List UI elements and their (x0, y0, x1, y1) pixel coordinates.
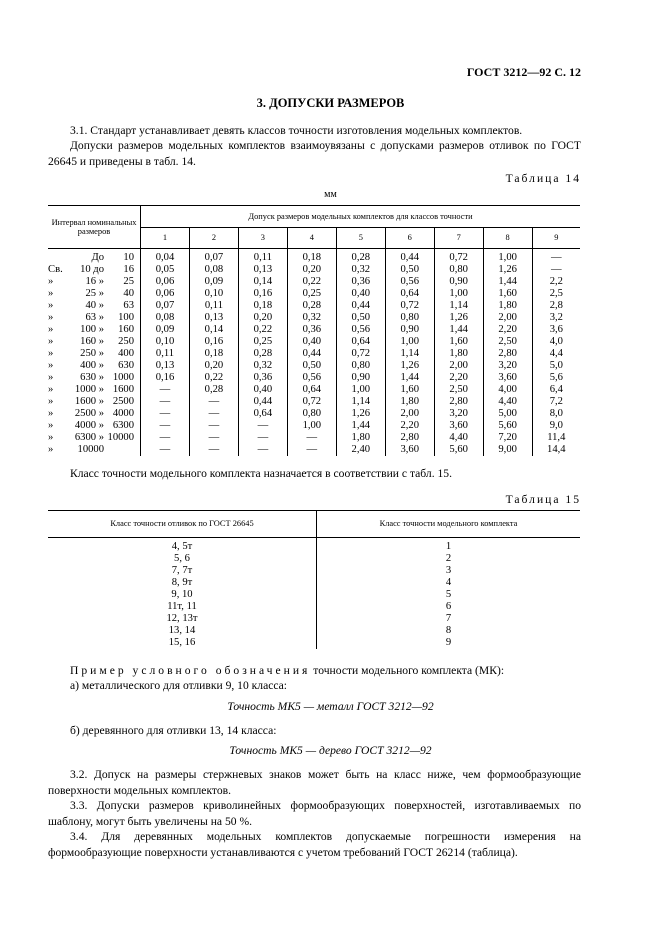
table14-class-header: 5 (336, 228, 385, 249)
tolerance-cell: 1,80 (434, 348, 483, 360)
tolerance-cell: 2,8 (532, 300, 580, 312)
table14-class-header: 6 (385, 228, 434, 249)
tolerance-cell: 3,60 (385, 444, 434, 456)
interval-prefix: » (48, 444, 54, 455)
tolerance-cell: — (141, 396, 190, 408)
tolerance-cell: 2,00 (434, 360, 483, 372)
tolerance-cell: 9,00 (483, 444, 532, 456)
model-class-cell: 4 (445, 577, 452, 588)
table-row (48, 444, 580, 456)
tolerance-cell: — (189, 408, 238, 420)
table-row (48, 432, 580, 444)
tolerance-cell: 0,13 (238, 264, 287, 276)
casting-class-cell: 13, 14 (48, 625, 317, 637)
interval-from: 10 до (80, 264, 104, 275)
tolerance-cell: 0,40 (238, 384, 287, 396)
tolerance-cell: — (189, 432, 238, 444)
casting-class-cell: 9, 10 (48, 589, 317, 601)
table-row (48, 601, 580, 613)
tolerance-cell: 0,80 (385, 312, 434, 324)
interval-to: 10 (123, 252, 134, 263)
tolerance-cell: 0,20 (238, 312, 287, 324)
interval-from: До (91, 252, 104, 263)
interval-to: 400 (118, 348, 134, 359)
tolerance-cell: 0,20 (189, 360, 238, 372)
tolerance-cell: 1,60 (483, 288, 532, 300)
tolerance-cell: 11,4 (532, 432, 580, 444)
tolerance-cell: 3,60 (483, 372, 532, 384)
example-label: Пример условного обозначения (70, 664, 311, 677)
casting-class-cell: 4, 5т (48, 538, 317, 554)
interval-from: 160 » (80, 336, 104, 347)
interval-cell (48, 300, 141, 312)
tolerance-cell: 0,06 (141, 276, 190, 288)
interval-cell (48, 324, 141, 336)
tolerance-cell: 0,50 (336, 312, 385, 324)
tolerance-cell: — (141, 444, 190, 456)
table14-class-header: 4 (287, 228, 336, 249)
tolerance-cell: 0,56 (385, 276, 434, 288)
example-heading (48, 663, 581, 679)
tolerance-cell: 0,22 (287, 276, 336, 288)
interval-to: 25 (123, 276, 134, 287)
interval-from: 400 » (80, 360, 104, 371)
casting-class-cell: 7, 7т (48, 565, 317, 577)
interval-cell (48, 288, 141, 300)
model-class-cell: 1 (445, 541, 452, 552)
interval-to: 40 (123, 288, 134, 299)
tolerance-cell: 1,44 (336, 420, 385, 432)
tolerance-cell: 0,20 (287, 264, 336, 276)
tolerance-cell: 0,16 (141, 372, 190, 384)
interval-prefix: Св. (48, 264, 63, 275)
tolerance-cell: — (238, 444, 287, 456)
tolerance-cell: 0,09 (141, 324, 190, 336)
tolerance-cell: 0,13 (141, 360, 190, 372)
model-class-cell: 5 (445, 589, 452, 600)
table14-unit: мм (324, 189, 337, 200)
casting-class-cell: 15, 16 (48, 637, 317, 649)
casting-class-cell: 11т, 11 (48, 601, 317, 613)
interval-cell (48, 336, 141, 348)
tolerance-cell: 1,00 (287, 420, 336, 432)
interval-from: 250 » (80, 348, 104, 359)
table15-col2-header: Класс точности модельного комплекта (317, 511, 581, 538)
tolerance-cell: 0,80 (336, 360, 385, 372)
tolerance-cell: 1,44 (483, 276, 532, 288)
tolerance-cell: 0,13 (189, 312, 238, 324)
table-row (48, 538, 580, 554)
tolerance-cell: 1,26 (336, 408, 385, 420)
tolerance-cell: 7,2 (532, 396, 580, 408)
table15-col1-header: Класс точности отливок по ГОСТ 26645 (48, 511, 317, 538)
table-row (48, 553, 580, 565)
model-class-cell: 7 (445, 613, 452, 624)
tolerance-cell: 0,64 (336, 336, 385, 348)
tolerance-cell: 2,20 (483, 324, 532, 336)
tolerance-cell: 2,00 (385, 408, 434, 420)
tolerance-cell: — (189, 444, 238, 456)
interval-to: 250 (118, 336, 134, 347)
tolerance-cell: — (532, 249, 580, 265)
table-row (48, 589, 580, 601)
tolerance-cell: 6,4 (532, 384, 580, 396)
tolerance-cell: 0,50 (287, 360, 336, 372)
casting-class-cell: 8, 9т (48, 577, 317, 589)
tolerance-cell: 1,60 (385, 384, 434, 396)
interval-to: 100 (118, 312, 134, 323)
model-class-cell: 6 (445, 601, 452, 612)
model-class-cell: 2 (445, 553, 452, 564)
tolerance-cell: 0,72 (287, 396, 336, 408)
tolerance-cell: 4,40 (483, 396, 532, 408)
interval-cell (48, 432, 141, 444)
table-15 (48, 510, 580, 649)
interval-cell (48, 420, 141, 432)
interval-prefix: » (48, 276, 54, 287)
tolerance-cell: 5,00 (483, 408, 532, 420)
table14-class-header: 9 (532, 228, 580, 249)
interval-to: 16 (123, 264, 134, 275)
table-row (48, 348, 580, 360)
tolerance-cell: 5,60 (434, 444, 483, 456)
interval-cell (48, 444, 141, 456)
tolerance-cell: 1,44 (434, 324, 483, 336)
tolerance-cell: 0,32 (287, 312, 336, 324)
tolerance-cell: 2,20 (385, 420, 434, 432)
tolerance-cell: 0,90 (336, 372, 385, 384)
table-row (48, 577, 580, 589)
table-row (48, 324, 580, 336)
tolerance-cell: 0,11 (141, 348, 190, 360)
paragraph-3-4: 3.4. Для деревянных модельных комплектов допускаемые погрешности измерения на формообразующие поверхности устанавливаются с учетом требований ГОСТ 26214 (таблица). (48, 830, 581, 859)
interval-cell (48, 276, 141, 288)
tolerance-cell: — (141, 384, 190, 396)
interval-to: 1000 (112, 372, 134, 383)
interval-cell (48, 360, 141, 372)
tolerance-cell: 0,56 (287, 372, 336, 384)
interval-prefix: » (48, 432, 54, 443)
tolerance-cell: 0,80 (287, 408, 336, 420)
interval-cell (48, 348, 141, 360)
tolerance-cell: 0,28 (238, 348, 287, 360)
tolerance-cell: 0,72 (434, 249, 483, 265)
interval-cell (48, 384, 141, 396)
tolerance-cell: 0,18 (287, 249, 336, 265)
paragraph-3-1-a: 3.1. Стандарт устанавливает девять классов точности изготовления модельных комплектов. (70, 124, 523, 137)
table-row (48, 312, 580, 324)
section-title: 3. ДОПУСКИ РАЗМЕРОВ (256, 96, 405, 110)
table-row (48, 420, 580, 432)
interval-cell (48, 372, 141, 384)
tolerance-cell: 1,00 (434, 288, 483, 300)
interval-cell (48, 264, 141, 276)
interval-from: 4000 » (74, 420, 104, 431)
tolerance-cell: 0,90 (385, 324, 434, 336)
tolerance-cell: 0,08 (189, 264, 238, 276)
table-row (48, 360, 580, 372)
tolerance-cell: 0,44 (385, 249, 434, 265)
tolerance-cell: 4,0 (532, 336, 580, 348)
tolerance-cell: 2,80 (385, 432, 434, 444)
tolerance-cell: 1,44 (385, 372, 434, 384)
tolerance-cell: 3,60 (434, 420, 483, 432)
page-header: ГОСТ 3212—92 С. 12 (466, 65, 581, 79)
tolerance-cell: 0,18 (238, 300, 287, 312)
tolerance-cell: 0,16 (238, 288, 287, 300)
model-class-cell: 3 (445, 565, 452, 576)
tolerance-cell: 0,44 (336, 300, 385, 312)
model-class-cell: 9 (445, 637, 452, 648)
tolerance-cell: 0,64 (287, 384, 336, 396)
tolerance-cell: — (189, 420, 238, 432)
tolerance-cell: 2,5 (532, 288, 580, 300)
interval-from: 40 » (85, 300, 104, 311)
tolerance-cell: 0,10 (189, 288, 238, 300)
example-rest: точности модельного комплекта (МК): (310, 664, 505, 677)
table-14 (48, 205, 580, 456)
interval-from: 2500 » (74, 408, 104, 419)
tolerance-cell: 0,08 (141, 312, 190, 324)
tolerance-cell: — (141, 420, 190, 432)
interval-prefix: » (48, 396, 54, 407)
tolerance-cell: 0,36 (287, 324, 336, 336)
interval-to: 6300 (112, 420, 134, 431)
table-row (48, 613, 580, 625)
tolerance-cell: 1,00 (385, 336, 434, 348)
table-row (48, 276, 580, 288)
casting-class-cell: 12, 13т (48, 613, 317, 625)
interval-to: 2500 (112, 396, 134, 407)
interval-from: 63 » (85, 312, 104, 323)
tolerance-cell: 0,44 (287, 348, 336, 360)
tolerance-cell: 0,28 (336, 249, 385, 265)
interval-from: 16 » (85, 276, 104, 287)
example-a-formula: Точность МК5 — металл ГОСТ 3212—92 (227, 700, 434, 713)
interval-cell (48, 249, 141, 265)
tolerance-cell: 0,16 (189, 336, 238, 348)
paragraph-3-2: 3.2. Допуск на размеры стержневых знаков может быть на класс ниже, чем формообразующие поверхности модельных комплектов. (48, 768, 581, 797)
interval-prefix: » (48, 360, 54, 371)
tolerance-cell: 2,40 (336, 444, 385, 456)
tolerance-cell: 0,64 (385, 288, 434, 300)
interval-cell (48, 408, 141, 420)
tolerance-cell: 1,00 (336, 384, 385, 396)
tolerance-cell: 5,6 (532, 372, 580, 384)
tolerance-cell: 1,14 (434, 300, 483, 312)
interval-from: 630 » (80, 372, 104, 383)
tolerance-cell: 0,04 (141, 249, 190, 265)
interval-from: 6300 » (74, 432, 104, 443)
interval-from: 25 » (85, 288, 104, 299)
tolerance-cell: — (532, 264, 580, 276)
table-row (48, 300, 580, 312)
tolerance-cell: 0,22 (238, 324, 287, 336)
tolerance-cell: 4,40 (434, 432, 483, 444)
tolerance-cell: 0,10 (141, 336, 190, 348)
table-row (48, 396, 580, 408)
paragraph-class-assignment: Класс точности модельного комплекта назначается в соответствии с табл. 15. (70, 467, 452, 480)
table-row (48, 408, 580, 420)
table14-group-header: Допуск размеров модельных комплектов для классов точности (141, 206, 581, 228)
tolerance-cell: — (238, 420, 287, 432)
tolerance-cell: — (287, 432, 336, 444)
tolerance-cell: 1,00 (483, 249, 532, 265)
tolerance-cell: 0,11 (189, 300, 238, 312)
table14-class-header: 3 (238, 228, 287, 249)
interval-prefix: » (48, 348, 54, 359)
tolerance-cell: 0,64 (238, 408, 287, 420)
example-b: б) деревянного для отливки 13, 14 класса: (70, 724, 277, 737)
table-row (48, 336, 580, 348)
tolerance-cell: 0,80 (434, 264, 483, 276)
interval-prefix: » (48, 336, 54, 347)
tolerance-cell: 3,20 (434, 408, 483, 420)
interval-to: 160 (118, 324, 134, 335)
tolerance-cell: 0,72 (336, 348, 385, 360)
tolerance-cell: 3,20 (483, 360, 532, 372)
tolerance-cell: 9,0 (532, 420, 580, 432)
tolerance-cell: 1,26 (483, 264, 532, 276)
interval-prefix: » (48, 312, 54, 323)
tolerance-cell: — (238, 432, 287, 444)
paragraph-3-3: 3.3. Допуски размеров криволинейных формообразующих поверхностей, изготавливаемых по шаблону, могут быть увеличены на 50 %. (48, 799, 581, 828)
tolerance-cell: 1,80 (385, 396, 434, 408)
tolerance-cell: 0,28 (287, 300, 336, 312)
tolerance-cell: 0,90 (434, 276, 483, 288)
tolerance-cell: 0,28 (189, 384, 238, 396)
tolerance-cell: 0,56 (336, 324, 385, 336)
table14-class-header: 7 (434, 228, 483, 249)
interval-from: 1600 » (74, 396, 104, 407)
tolerance-cell: 4,00 (483, 384, 532, 396)
tolerance-cell: 0,25 (287, 288, 336, 300)
tolerance-cell: — (141, 432, 190, 444)
tolerance-cell: 1,80 (336, 432, 385, 444)
tolerance-cell: 0,72 (385, 300, 434, 312)
table15-caption: Таблица 15 (505, 493, 581, 506)
tolerance-cell: 4,4 (532, 348, 580, 360)
tolerance-cell: 2,2 (532, 276, 580, 288)
tolerance-cell: 3,2 (532, 312, 580, 324)
tolerance-cell: 3,6 (532, 324, 580, 336)
tolerance-cell: 0,22 (189, 372, 238, 384)
tolerance-cell: 2,80 (434, 396, 483, 408)
tolerance-cell: 2,50 (434, 384, 483, 396)
example-a: а) металлического для отливки 9, 10 класса: (70, 679, 288, 692)
interval-to: 63 (123, 300, 134, 311)
table-row (48, 565, 580, 577)
table-row (48, 372, 580, 384)
tolerance-cell: 2,20 (434, 372, 483, 384)
tolerance-cell: — (287, 444, 336, 456)
tolerance-cell: 1,26 (434, 312, 483, 324)
interval-from: 100 » (80, 324, 104, 335)
interval-prefix: » (48, 408, 54, 419)
tolerance-cell: 2,00 (483, 312, 532, 324)
tolerance-cell: 0,11 (238, 249, 287, 265)
table-row (48, 384, 580, 396)
table-row (48, 288, 580, 300)
table-row (48, 625, 580, 637)
table-row (48, 249, 580, 265)
table14-interval-header: Интервал номинальных размеров (48, 206, 141, 249)
interval-prefix: » (48, 324, 54, 335)
table-row (48, 264, 580, 276)
table14-class-header: 1 (141, 228, 190, 249)
model-class-cell: 8 (445, 625, 452, 636)
interval-to: 630 (118, 360, 134, 371)
tolerance-cell: 0,09 (189, 276, 238, 288)
tolerance-cell: 0,40 (336, 288, 385, 300)
interval-prefix: » (48, 300, 54, 311)
tolerance-cell: 1,80 (483, 300, 532, 312)
tolerance-cell: 5,0 (532, 360, 580, 372)
casting-class-cell: 5, 6 (48, 553, 317, 565)
table14-class-header: 8 (483, 228, 532, 249)
interval-to: 4000 (112, 408, 134, 419)
tolerance-cell: 0,14 (238, 276, 287, 288)
interval-to: 10000 (107, 432, 134, 443)
interval-cell (48, 312, 141, 324)
tolerance-cell: 0,36 (336, 276, 385, 288)
tolerance-cell: 0,07 (189, 249, 238, 265)
tolerance-cell: 8,0 (532, 408, 580, 420)
tolerance-cell: 0,32 (238, 360, 287, 372)
tolerance-cell: 1,60 (434, 336, 483, 348)
paragraph-3-1-b: Допуски размеров модельных комплектов взаимоувязаны с допусками размеров отливок по ГОСТ 26645 и приведены в табл. 14. (48, 139, 581, 168)
tolerance-cell: 1,14 (385, 348, 434, 360)
tolerance-cell: 0,18 (189, 348, 238, 360)
tolerance-cell: — (141, 408, 190, 420)
table14-caption: Таблица 14 (505, 172, 581, 185)
tolerance-cell: 14,4 (532, 444, 580, 456)
tolerance-cell: 2,50 (483, 336, 532, 348)
interval-from: 10000 (77, 444, 104, 455)
tolerance-cell: — (189, 396, 238, 408)
tolerance-cell: 0,50 (385, 264, 434, 276)
interval-prefix: » (48, 288, 54, 299)
tolerance-cell: 0,36 (238, 372, 287, 384)
tolerance-cell: 0,44 (238, 396, 287, 408)
interval-to: 1600 (112, 384, 134, 395)
tolerance-cell: 1,14 (336, 396, 385, 408)
tolerance-cell: 0,06 (141, 288, 190, 300)
interval-prefix: » (48, 372, 54, 383)
tolerance-cell: 0,05 (141, 264, 190, 276)
tolerance-cell: 0,14 (189, 324, 238, 336)
tolerance-cell: 0,32 (336, 264, 385, 276)
interval-cell (48, 396, 141, 408)
table14-class-header: 2 (189, 228, 238, 249)
tolerance-cell: 0,25 (238, 336, 287, 348)
tolerance-cell: 7,20 (483, 432, 532, 444)
example-b-formula: Точность МК5 — дерево ГОСТ 3212—92 (229, 744, 432, 757)
tolerance-cell: 0,40 (287, 336, 336, 348)
interval-from: 1000 » (74, 384, 104, 395)
tolerance-cell: 5,60 (483, 420, 532, 432)
table-row (48, 637, 580, 649)
interval-prefix: » (48, 420, 54, 431)
tolerance-cell: 0,07 (141, 300, 190, 312)
tolerance-cell: 1,26 (385, 360, 434, 372)
interval-prefix: » (48, 384, 54, 395)
tolerance-cell: 2,80 (483, 348, 532, 360)
